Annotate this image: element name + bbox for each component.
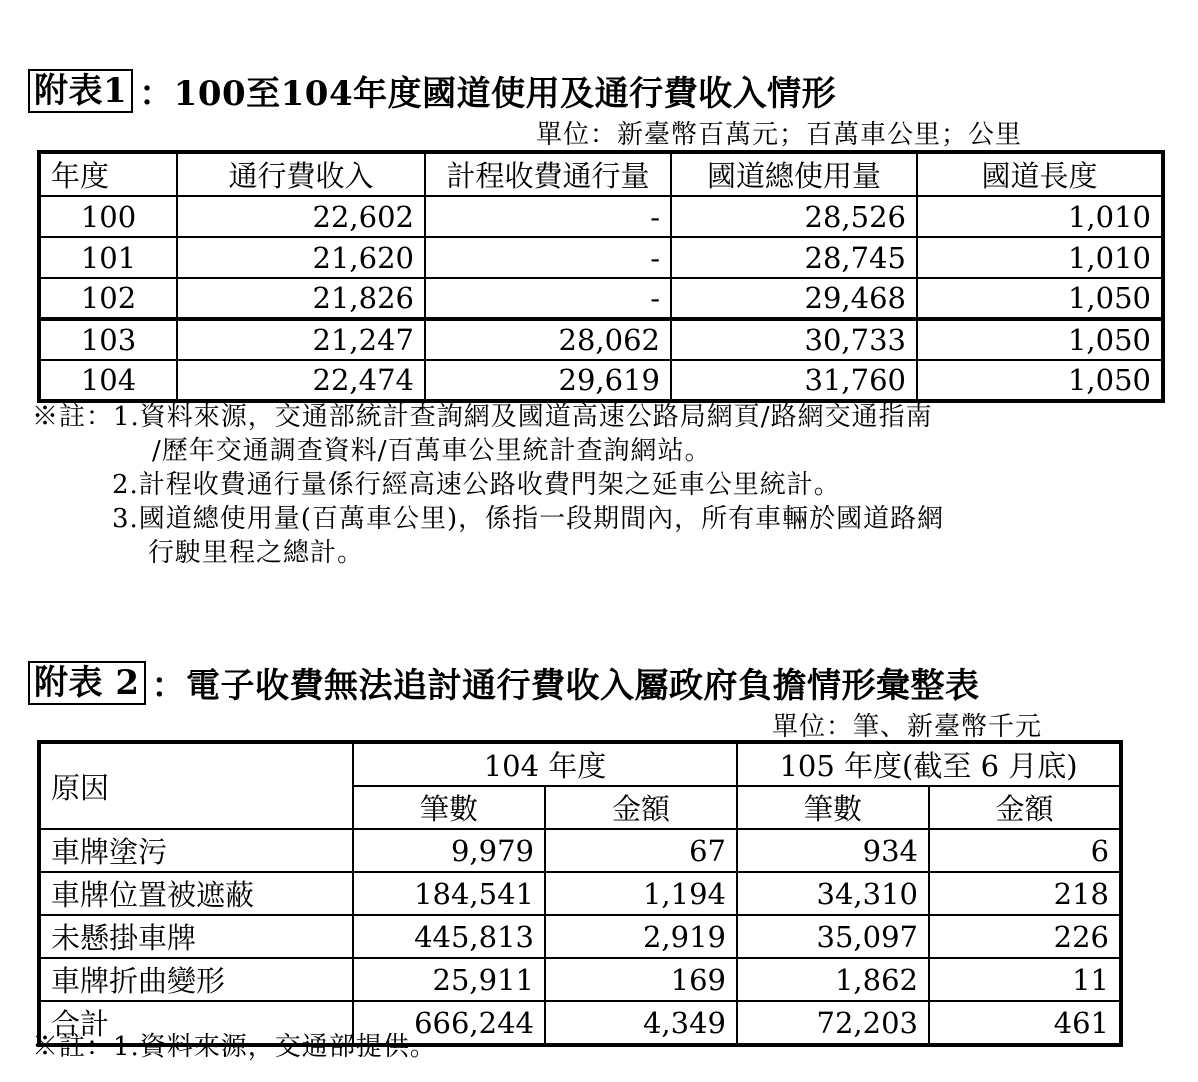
table-cell: 35,097 xyxy=(737,915,929,958)
table-cell: 1,010 xyxy=(917,237,1163,278)
table-cell: 1,050 xyxy=(917,360,1163,401)
table-cell: 28,062 xyxy=(425,319,671,360)
table1-header-row xyxy=(39,152,1163,196)
table1-note-1b: /歷年交通調查資料/百萬車公里統計查詢網站。 xyxy=(152,436,712,466)
table-cell: 461 xyxy=(929,1001,1121,1045)
table-cell: 11 xyxy=(929,958,1121,1001)
table-cell: 218 xyxy=(929,872,1121,915)
table-cell: 29,468 xyxy=(671,278,917,319)
table-cell: 合計 xyxy=(39,1001,353,1045)
table-cell: 28,526 xyxy=(671,196,917,237)
table1-title-text: ：100至104年度國道使用及通行費收入情形 xyxy=(139,74,837,114)
table-cell: 21,620 xyxy=(177,237,425,278)
table2-unit: 單位：筆、新臺幣千元 xyxy=(772,712,1043,742)
table-row xyxy=(39,958,1121,1001)
table2-header-104-amount: 金額 xyxy=(545,786,737,829)
table-cell: 184,541 xyxy=(353,872,545,915)
table-cell: 21,826 xyxy=(177,278,425,319)
table1-header-toll-revenue: 通行費收入 xyxy=(177,152,425,196)
table-row xyxy=(39,319,1163,360)
table-cell: 車牌塗污 xyxy=(39,829,353,872)
table2-header-reason: 原因 xyxy=(39,742,353,829)
table2-note: ※註：1.資料來源，交通部提供。 xyxy=(32,1032,437,1062)
table2-header-105-amount: 金額 xyxy=(929,786,1121,829)
table2-header-row-1 xyxy=(39,742,1121,786)
table-cell: - xyxy=(425,196,671,237)
table2-tag: 附表 2 xyxy=(28,661,146,705)
table-cell: 29,619 xyxy=(425,360,671,401)
table-cell: - xyxy=(425,237,671,278)
table-row xyxy=(39,196,1163,237)
table-cell: - xyxy=(425,278,671,319)
table1-header-metered-volume: 計程收費通行量 xyxy=(425,152,671,196)
table-cell: 104 xyxy=(39,360,177,401)
table-cell: 1,862 xyxy=(737,958,929,1001)
table-cell: 1,050 xyxy=(917,319,1163,360)
table1 xyxy=(37,150,1165,403)
table-row xyxy=(39,278,1163,319)
table-row xyxy=(39,915,1121,958)
table2-header-104-count: 筆數 xyxy=(353,786,545,829)
table-cell: 車牌折曲變形 xyxy=(39,958,353,1001)
table-cell: 169 xyxy=(545,958,737,1001)
table2-title-text: ：電子收費無法追討通行費收入屬政府負擔情形彙整表 xyxy=(151,666,980,706)
table-cell: 28,745 xyxy=(671,237,917,278)
table-row xyxy=(39,237,1163,278)
table-cell: 101 xyxy=(39,237,177,278)
table-cell: 67 xyxy=(545,829,737,872)
table-cell: 30,733 xyxy=(671,319,917,360)
table-cell: 1,010 xyxy=(917,196,1163,237)
table-cell: 2,919 xyxy=(545,915,737,958)
table-cell: 445,813 xyxy=(353,915,545,958)
table-cell: 22,474 xyxy=(177,360,425,401)
table1-note-1a: ※註：1.資料來源，交通部統計查詢網及國道高速公路局網頁/路網交通指南 xyxy=(32,402,933,432)
table-cell: 未懸掛車牌 xyxy=(39,915,353,958)
table-row xyxy=(39,829,1121,872)
table2-header-104: 104 年度 xyxy=(353,742,737,786)
table1-note-3b: 行駛里程之總計。 xyxy=(148,538,365,568)
table1-note-2: 2.計程收費通行量係行經高速公路收費門架之延車公里統計。 xyxy=(112,470,841,500)
table2-title xyxy=(28,658,980,707)
table-cell: 4,349 xyxy=(545,1001,737,1045)
table1-header-year: 年度 xyxy=(39,152,177,196)
table-cell: 31,760 xyxy=(671,360,917,401)
table-cell: 34,310 xyxy=(737,872,929,915)
table-cell: 1,194 xyxy=(545,872,737,915)
table-cell: 103 xyxy=(39,319,177,360)
table2-header-105-count: 筆數 xyxy=(737,786,929,829)
table-cell: 934 xyxy=(737,829,929,872)
table-cell: 72,203 xyxy=(737,1001,929,1045)
table-row xyxy=(39,360,1163,401)
table-cell: 6 xyxy=(929,829,1121,872)
table-row xyxy=(39,872,1121,915)
table-cell: 25,911 xyxy=(353,958,545,1001)
table-cell: 226 xyxy=(929,915,1121,958)
table-cell: 9,979 xyxy=(353,829,545,872)
table-cell: 102 xyxy=(39,278,177,319)
table2-header-105: 105 年度(截至 6 月底) xyxy=(737,742,1121,786)
table-cell: 1,050 xyxy=(917,278,1163,319)
table1-tag: 附表1 xyxy=(28,69,133,113)
table1-header-length: 國道長度 xyxy=(917,152,1163,196)
table-cell: 車牌位置被遮蔽 xyxy=(39,872,353,915)
table-cell: 22,602 xyxy=(177,196,425,237)
table-cell: 100 xyxy=(39,196,177,237)
table1-unit: 單位：新臺幣百萬元；百萬車公里；公里 xyxy=(536,120,1023,150)
table-cell: 666,244 xyxy=(353,1001,545,1045)
table2 xyxy=(37,740,1123,1047)
table1-title xyxy=(28,66,836,115)
table1-header-total-usage: 國道總使用量 xyxy=(671,152,917,196)
table-cell: 21,247 xyxy=(177,319,425,360)
table1-note-3a: 3.國道總使用量(百萬車公里)，係指一段期間內，所有車輛於國道路網 xyxy=(112,504,945,534)
